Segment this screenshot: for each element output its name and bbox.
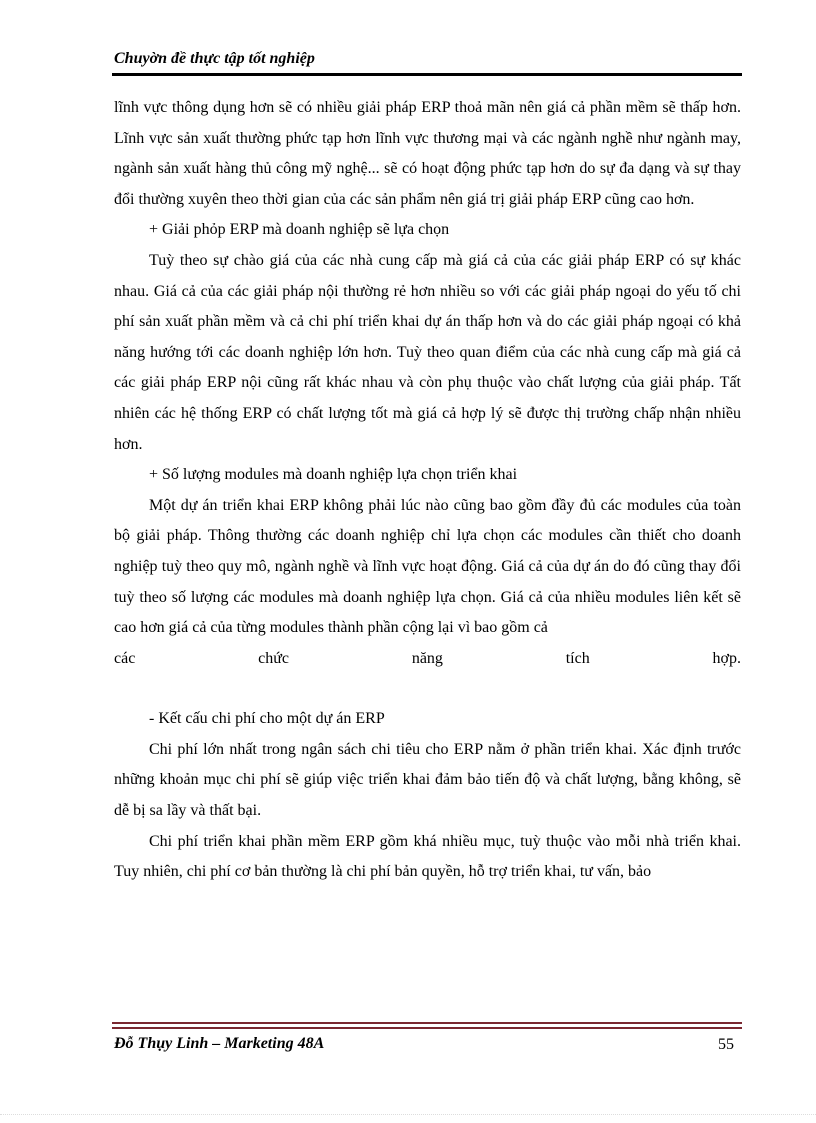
paragraph-deployment-cost: Chi phí triển khai phần mềm ERP gồm khá nhiều mục, tuỳ thuộc vào mỗi nhà triển khai. Tuy nhiên, chi phí cơ bản thường là chi phí bản quyền, hỗ trợ triển khai, tư vấn, bảo [114, 832, 741, 881]
paragraph-gap [114, 674, 741, 704]
header-rule [112, 73, 742, 76]
paragraph-continuation: lĩnh vực thông dụng hơn sẽ có nhiều giải pháp ERP thoả mãn nên giá cả phần mềm sẽ thấp hơn. Lĩnh vực sản xuất thường phức tạp hơn lĩnh vực thương mại và các ngành nghề như ngành may, ngành sản xuất hàng thủ công mỹ nghệ... sẽ có hoạt động phức tạp hơn do sự đa dạng và sự thay đổi thường xuyên theo thời gian của các sản phẩm nên giá trị giải pháp ERP cũng cao hơn. [114, 99, 741, 208]
paragraph-pricing: Tuỳ theo sự chào giá của các nhà cung cấp mà giá cả của các giải pháp ERP có sự khác nhau. Giá cả của các giải pháp nội thường rẻ hơn nhiều so với các giải pháp ngoại do yếu tố chi phí sản xuất phần mềm và cả chi phí triển khai dự án thấp hơn và do các giải pháp ngoại có khả năng hướng tới các doanh nghiệp lớn hơn. Tuỳ theo quan điểm của các nhà cung cấp mà giá cả các giải pháp ERP nội cũng rất khác nhau và còn phụ thuộc vào chất lượng của giải pháp. Tất nhiên các hệ thống ERP có chất lượng tốt mà giá cả hợp lý sẽ được thị trường chấp nhận nhiều hơn. [114, 251, 741, 453]
page-edge-divider [0, 1114, 816, 1115]
paragraph-subheading-cost-structure: - Kết cấu chi phí cho một dự án ERP [149, 710, 385, 728]
document-body [114, 93, 741, 888]
paragraph-subheading-solution: + Giải phỏp ERP mà doanh nghiệp sẽ lựa chọn [149, 221, 450, 239]
page-number: 55 [718, 1036, 734, 1053]
document-header-title: Chuyờn đề thực tập tốt nghiệp [114, 50, 315, 67]
paragraph-largest-cost: Chi phí lớn nhất trong ngân sách chi tiêu cho ERP nằm ở phần triển khai. Xác định trước những khoản mục chi phí sẽ giúp việc triển khai đảm bảo tiến độ và chất lượng, bằng không, sẽ dễ bị sa lầy và thất bại. [114, 740, 741, 820]
paragraph-subheading-modules: + Số lượng modules mà doanh nghiệp lựa chọn triển khai [149, 466, 518, 484]
footer-author: Đỗ Thụy Linh – Marketing 48A [114, 1035, 325, 1052]
paragraph-modules: Một dự án triển khai ERP không phải lúc nào cũng bao gồm đầy đủ các modules của toàn bộ giải pháp. Thông thường các doanh nghiệp chỉ lựa chọn các modules cần thiết cho doanh nghiệp tuỳ theo quy mô, ngành nghề và lĩnh vực hoạt động. Giá cả của dự án do đó cũng thay đổi tuỳ theo số lượng các modules mà doanh nghiệp lựa chọn. Giá cả của nhiều modules liên kết sẽ cao hơn giá cả của từng modules thành phần cộng lại vì bao gồm cả [114, 496, 741, 637]
paragraph-modules-end: các chức năng tích hợp. [114, 649, 741, 667]
footer-rule-top [112, 1022, 742, 1024]
footer-rule-bottom [112, 1027, 742, 1029]
